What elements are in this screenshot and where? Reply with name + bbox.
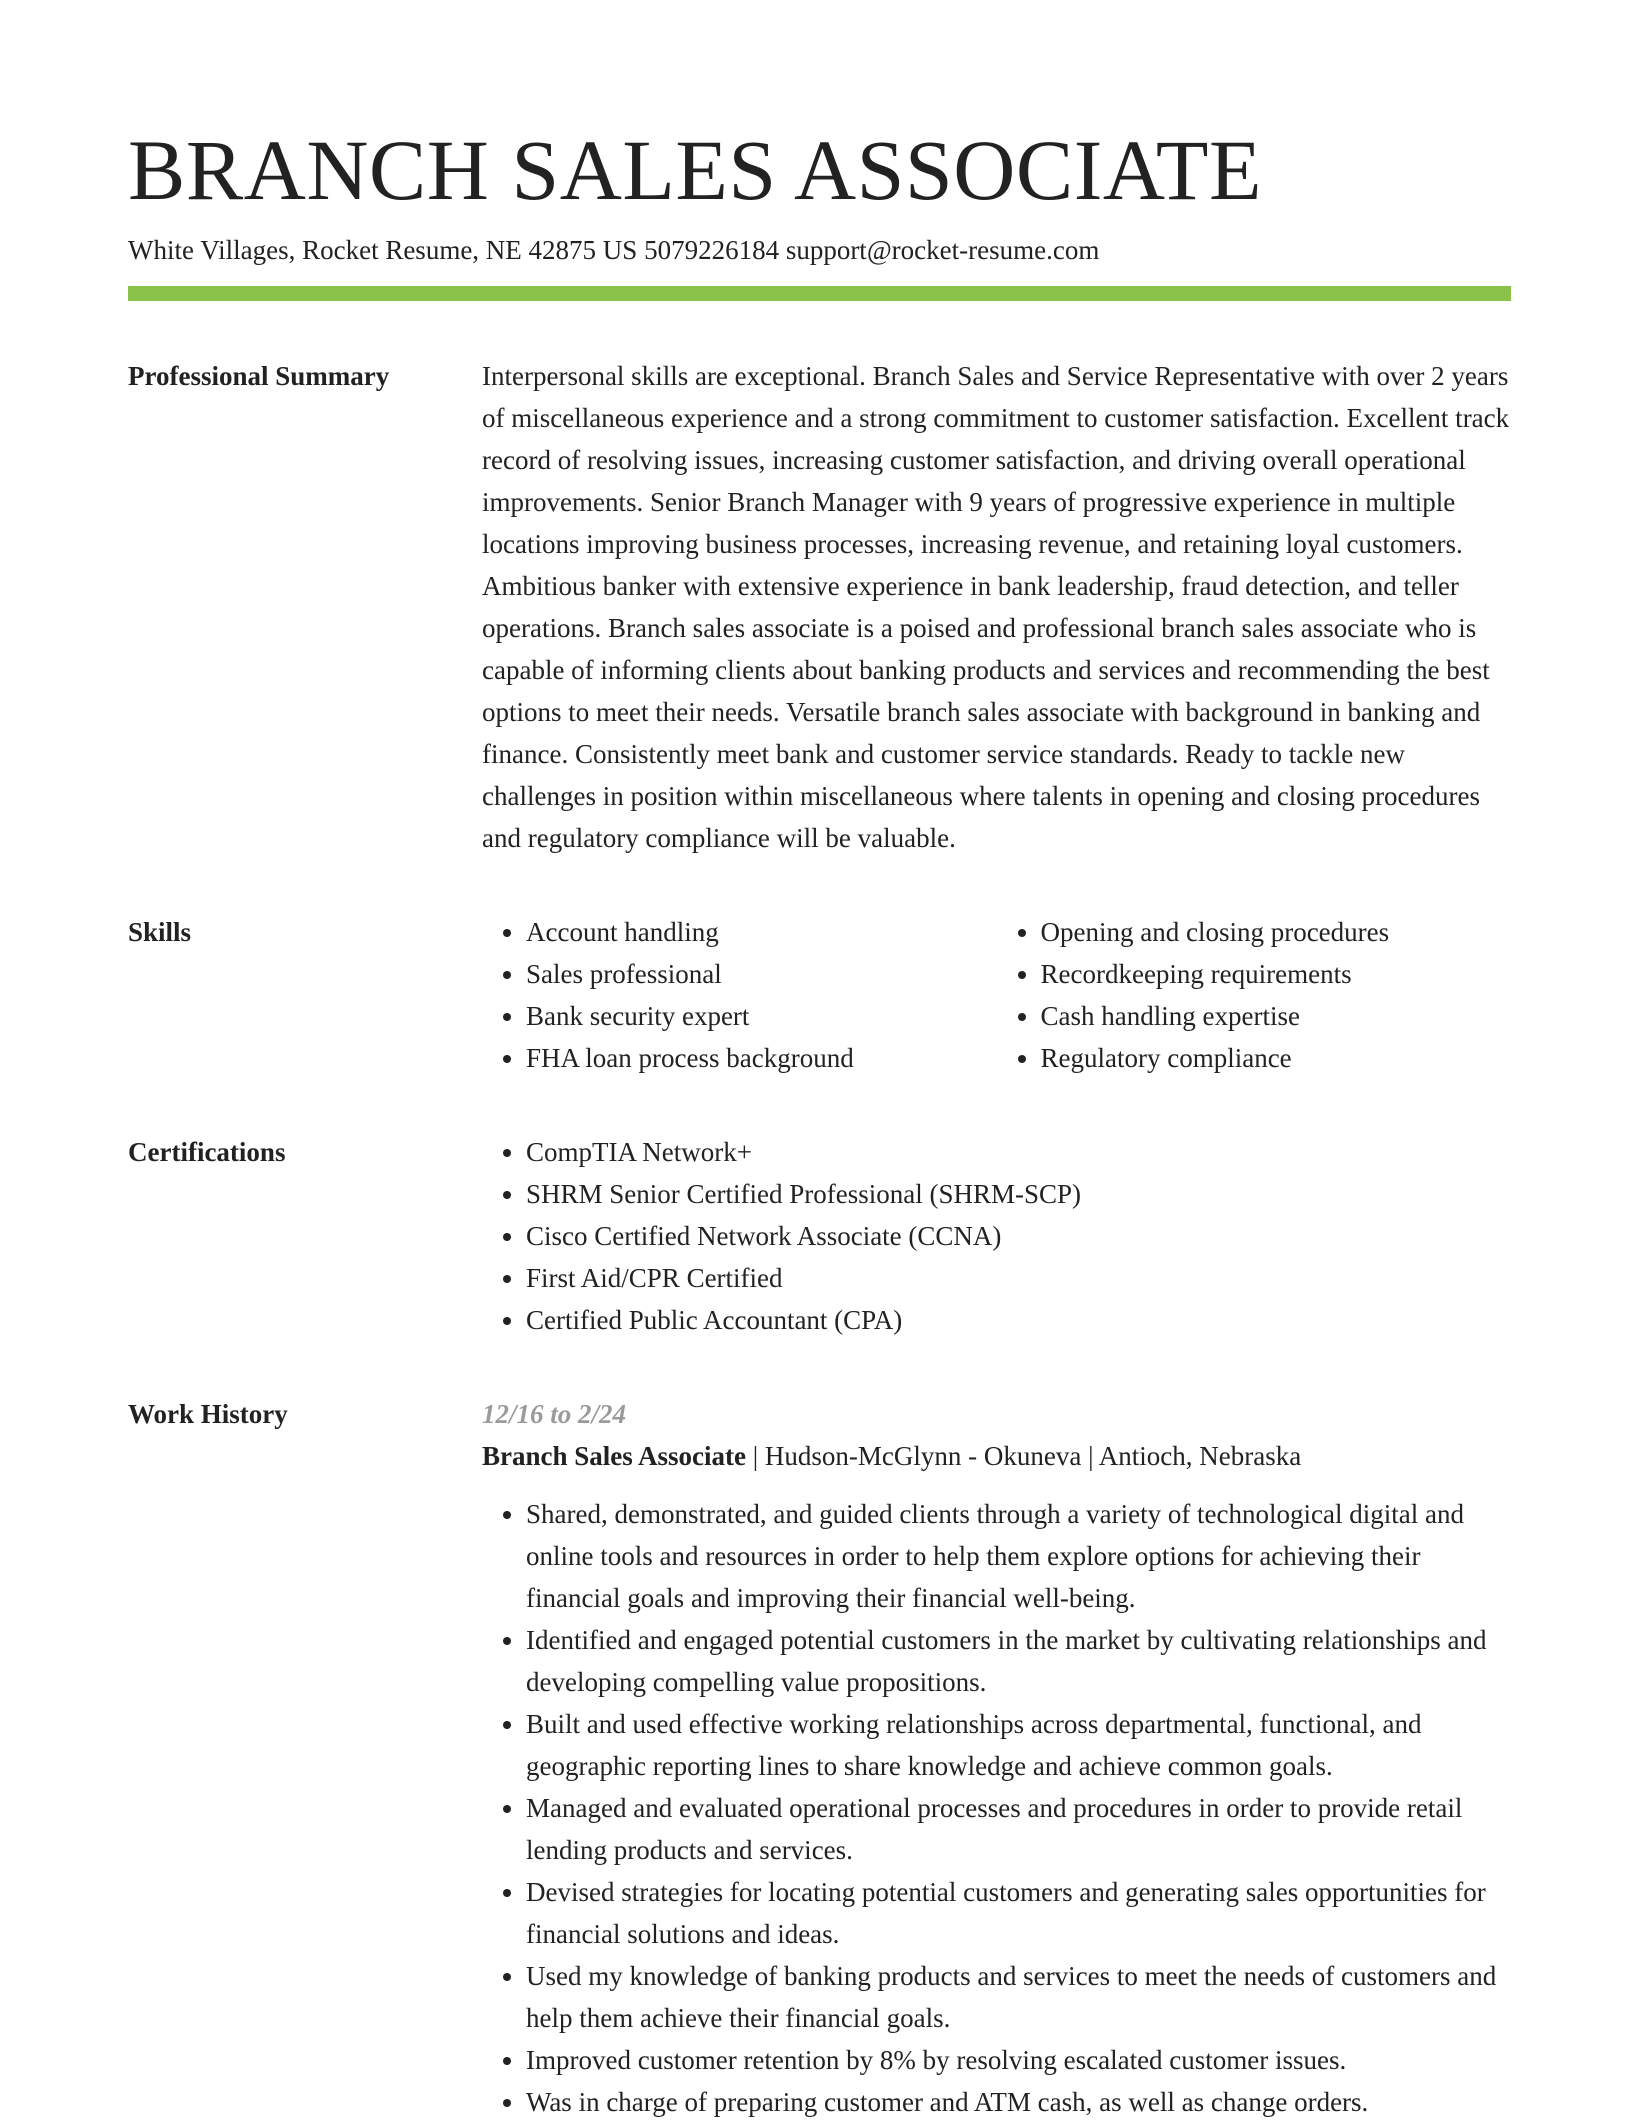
skill-item: • Bank security expert <box>526 995 997 1037</box>
section-label-certifications: Certifications <box>128 1137 286 1167</box>
section-skills <box>128 911 1511 1079</box>
section-certifications <box>128 1131 1511 1341</box>
job-duty-item: • Built and used effective working relationships across departmental, functional, and geographic reporting lines to share knowledge and achieve common goals. <box>526 1703 1511 1787</box>
work-history-body <box>482 1393 1511 2123</box>
section-work-history <box>128 1393 1511 2123</box>
resume-title: BRANCH SALES ASSOCIATE <box>128 122 1262 218</box>
section-professional-summary <box>128 355 1511 859</box>
job-duty-item: • Improved customer retention by 8% by resolving escalated customer issues. <box>526 2039 1511 2081</box>
summary-text: Interpersonal skills are exceptional. Branch Sales and Service Representative with over 2 years of miscellaneous experience and a strong commitment to customer satisfaction. Excellent track record of resolving issues, increasing customer satisfaction, and driving overall operational improvements. Senior Branch Manager with 9 years of progressive experience in multiple locations improving business processes, increasing revenue, and retaining loyal customers. Ambitious banker with extensive experience in bank leadership, fraud detection, and teller operations. Branch sales associate is a poised and professional branch sales associate who is capable of informing clients about banking products and services and recommending the best options to meet their needs. Versatile branch sales associate with background in banking and finance. Consistently meet bank and customer service standards. Ready to tackle new challenges in position within miscellaneous where talents in opening and closing procedures and regulatory compliance will be valuable. <box>482 361 1510 853</box>
certification-item: • CompTIA Network+ <box>526 1131 1511 1173</box>
job-duties-list <box>482 1493 1511 2123</box>
certification-item: • Cisco Certified Network Associate (CCNA) <box>526 1215 1511 1257</box>
section-label-work-history: Work History <box>128 1399 288 1429</box>
section-label-skills: Skills <box>128 917 192 947</box>
job-title: Branch Sales Associate <box>482 1441 747 1471</box>
skill-item: • Opening and closing procedures <box>1041 911 1512 953</box>
job-duty-item: • Managed and evaluated operational processes and procedures in order to provide retail lending products and services. <box>526 1787 1511 1871</box>
skill-item: • Account handling <box>526 911 997 953</box>
skill-item: • Regulatory compliance <box>1041 1037 1512 1079</box>
contact-address: White Villages, Rocket Resume, NE 42875 US <box>128 235 638 265</box>
skills-list-right <box>997 911 1512 1079</box>
certification-item: • First Aid/CPR Certified <box>526 1257 1511 1299</box>
job-dates: 12/16 to 2/24 <box>482 1399 627 1429</box>
contact-line <box>128 232 1511 268</box>
header-divider <box>128 286 1511 301</box>
skills-grid <box>482 911 1511 1079</box>
summary-body <box>482 355 1511 859</box>
job-duty-item: • Shared, demonstrated, and guided clients through a variety of technological digital and online tools and resources in order to help them explore options for achieving their financial goals and improving their financial well-being. <box>526 1493 1511 1619</box>
skill-item: • Sales professional <box>526 953 997 995</box>
job-duty-item: • Was in charge of preparing customer and ATM cash, as well as change orders. <box>526 2081 1511 2123</box>
certification-item: • Certified Public Accountant (CPA) <box>526 1299 1511 1341</box>
skill-item: • Cash handling expertise <box>1041 995 1512 1037</box>
job-company-location: | Hudson-McGlynn - Okuneva | Antioch, Nebraska <box>746 1441 1302 1471</box>
contact-email: support@rocket-resume.com <box>785 235 1100 265</box>
certifications-body <box>482 1131 1511 1341</box>
skill-item: • FHA loan process background <box>526 1037 997 1079</box>
certifications-list <box>482 1131 1511 1341</box>
skills-list-left <box>482 911 997 1079</box>
job-heading <box>482 1435 1511 1477</box>
section-label-summary: Professional Summary <box>128 361 390 391</box>
job-duty-item: • Identified and engaged potential customers in the market by cultivating relationships and developing compelling value propositions. <box>526 1619 1511 1703</box>
certification-item: • SHRM Senior Certified Professional (SHRM-SCP) <box>526 1173 1511 1215</box>
job-duty-item: • Devised strategies for locating potential customers and generating sales opportunities for financial solutions and ideas. <box>526 1871 1511 1955</box>
skill-item: • Recordkeeping requirements <box>1041 953 1512 995</box>
resume-page <box>128 0 1511 2123</box>
job-duty-item: • Used my knowledge of banking products and services to meet the needs of customers and help them achieve their financial goals. <box>526 1955 1511 2039</box>
contact-phone: 5079226184 <box>644 235 780 265</box>
